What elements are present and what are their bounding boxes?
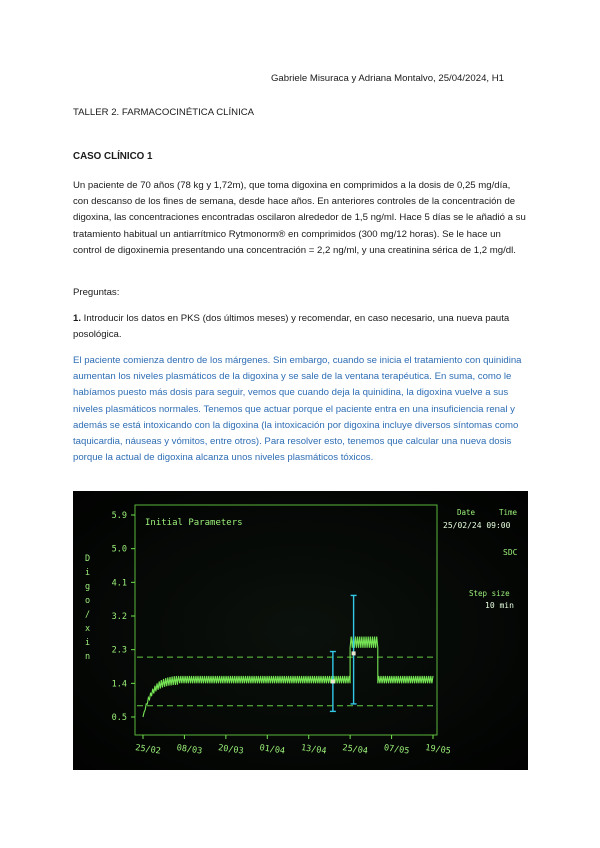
y-label-letter: x xyxy=(85,624,91,634)
measurement-point xyxy=(331,679,335,683)
x-tick-label: 19/05 xyxy=(424,743,452,757)
y-label-letter: o xyxy=(85,596,91,606)
x-tick-label: 07/05 xyxy=(383,743,410,757)
chart-title: Initial Parameters xyxy=(145,518,243,528)
question-text: Introducir los datos en PKS (dos últimos meses) y recomendar, en caso necesario, una nueva pauta posológica. xyxy=(73,313,510,341)
time-label: Time xyxy=(499,508,518,517)
y-tick-label: 2.3 xyxy=(111,645,127,656)
y-label-letter: / xyxy=(85,610,91,620)
author-line: Gabriele Misuraca y Adriana Montalvo, 25/04/2024, H1 xyxy=(270,73,504,84)
x-tick-label: 20/03 xyxy=(217,743,245,757)
step-size-label: Step size xyxy=(469,589,510,598)
measurement-point xyxy=(352,651,356,655)
datetime-value: 25/02/24 09:00 xyxy=(443,521,511,530)
y-tick-label: 4.1 xyxy=(111,578,127,589)
x-tick-label: 13/04 xyxy=(300,743,328,757)
y-label-letter: i xyxy=(85,568,91,578)
pks-monitor-photo xyxy=(73,491,528,770)
questions-label: Preguntas: xyxy=(73,287,120,298)
mode-label: SDC xyxy=(503,548,518,557)
x-tick-label: 25/02 xyxy=(134,743,162,757)
y-tick-label: 0.5 xyxy=(111,713,127,723)
x-tick-label: 08/03 xyxy=(176,743,203,757)
case-heading: CASO CLÍNICO 1 xyxy=(73,151,153,162)
y-tick-label: 1.4 xyxy=(111,679,127,690)
y-tick-label: 5.9 xyxy=(111,511,127,521)
y-label-letter: D xyxy=(85,554,91,564)
question-1 xyxy=(73,311,528,343)
y-label-letter: g xyxy=(85,582,91,592)
y-tick-label: 5.0 xyxy=(111,544,127,555)
y-label-letter: n xyxy=(85,652,91,662)
step-size-value: 10 min xyxy=(485,601,514,610)
digoxin-chart xyxy=(73,491,528,770)
monitor-screen xyxy=(73,491,528,770)
y-label-letter: i xyxy=(85,638,91,648)
x-tick-label: 01/04 xyxy=(258,743,286,757)
answer-paragraph: El paciente comienza dentro de los márgenes. Sin embargo, cuando se inicia el tratamiento con quinidina aumentan los niveles plasmáticos de la digoxina y se sale de la ventana terapéutica. En suma, como le habíamos puesto más dosis para seguir, vemos que cuando deja la quinidina, la digoxina vuelve a sus niveles plasmáticos normales. Tenemos que actuar porque el paciente entra en una insuficiencia renal y además se está intoxicando con la digoxina (la intoxicación por digoxina incluye diversos síntomas como taquicardia, náuseas y vómitos, entre otros). Para resolver esto, tenemos que calcular una nueva dosis porque la actual de digoxina alcanza unos niveles plasmáticos tóxicos. xyxy=(73,355,522,464)
document-title: TALLER 2. FARMACOCINÉTICA CLÍNICA xyxy=(73,107,255,118)
case-description: Un paciente de 70 años (78 kg y 1,72m), que toma digoxina en comprimidos a la dosis de 0,25 mg/día, con descanso de los fines de semana, desde hace años. En anteriores controles de la concentración de digoxina, las concentraciones encontradas oscilaron alrededor de 1,5 ng/ml. Hace 5 días se le añadió a su tratamiento habitual un antiarrítmico Rytmonorm® en comprimidos (300 mg/12 horas). Se le hace un control de digoxinemia presentando una concentración = 2,2 ng/ml, y una creatinina sérica de 1,2 mg/dl. xyxy=(73,180,526,256)
y-tick-label: 3.2 xyxy=(111,612,127,622)
question-number: 1. xyxy=(73,313,82,324)
date-label: Date xyxy=(457,508,476,517)
x-tick-label: 25/04 xyxy=(341,743,369,757)
